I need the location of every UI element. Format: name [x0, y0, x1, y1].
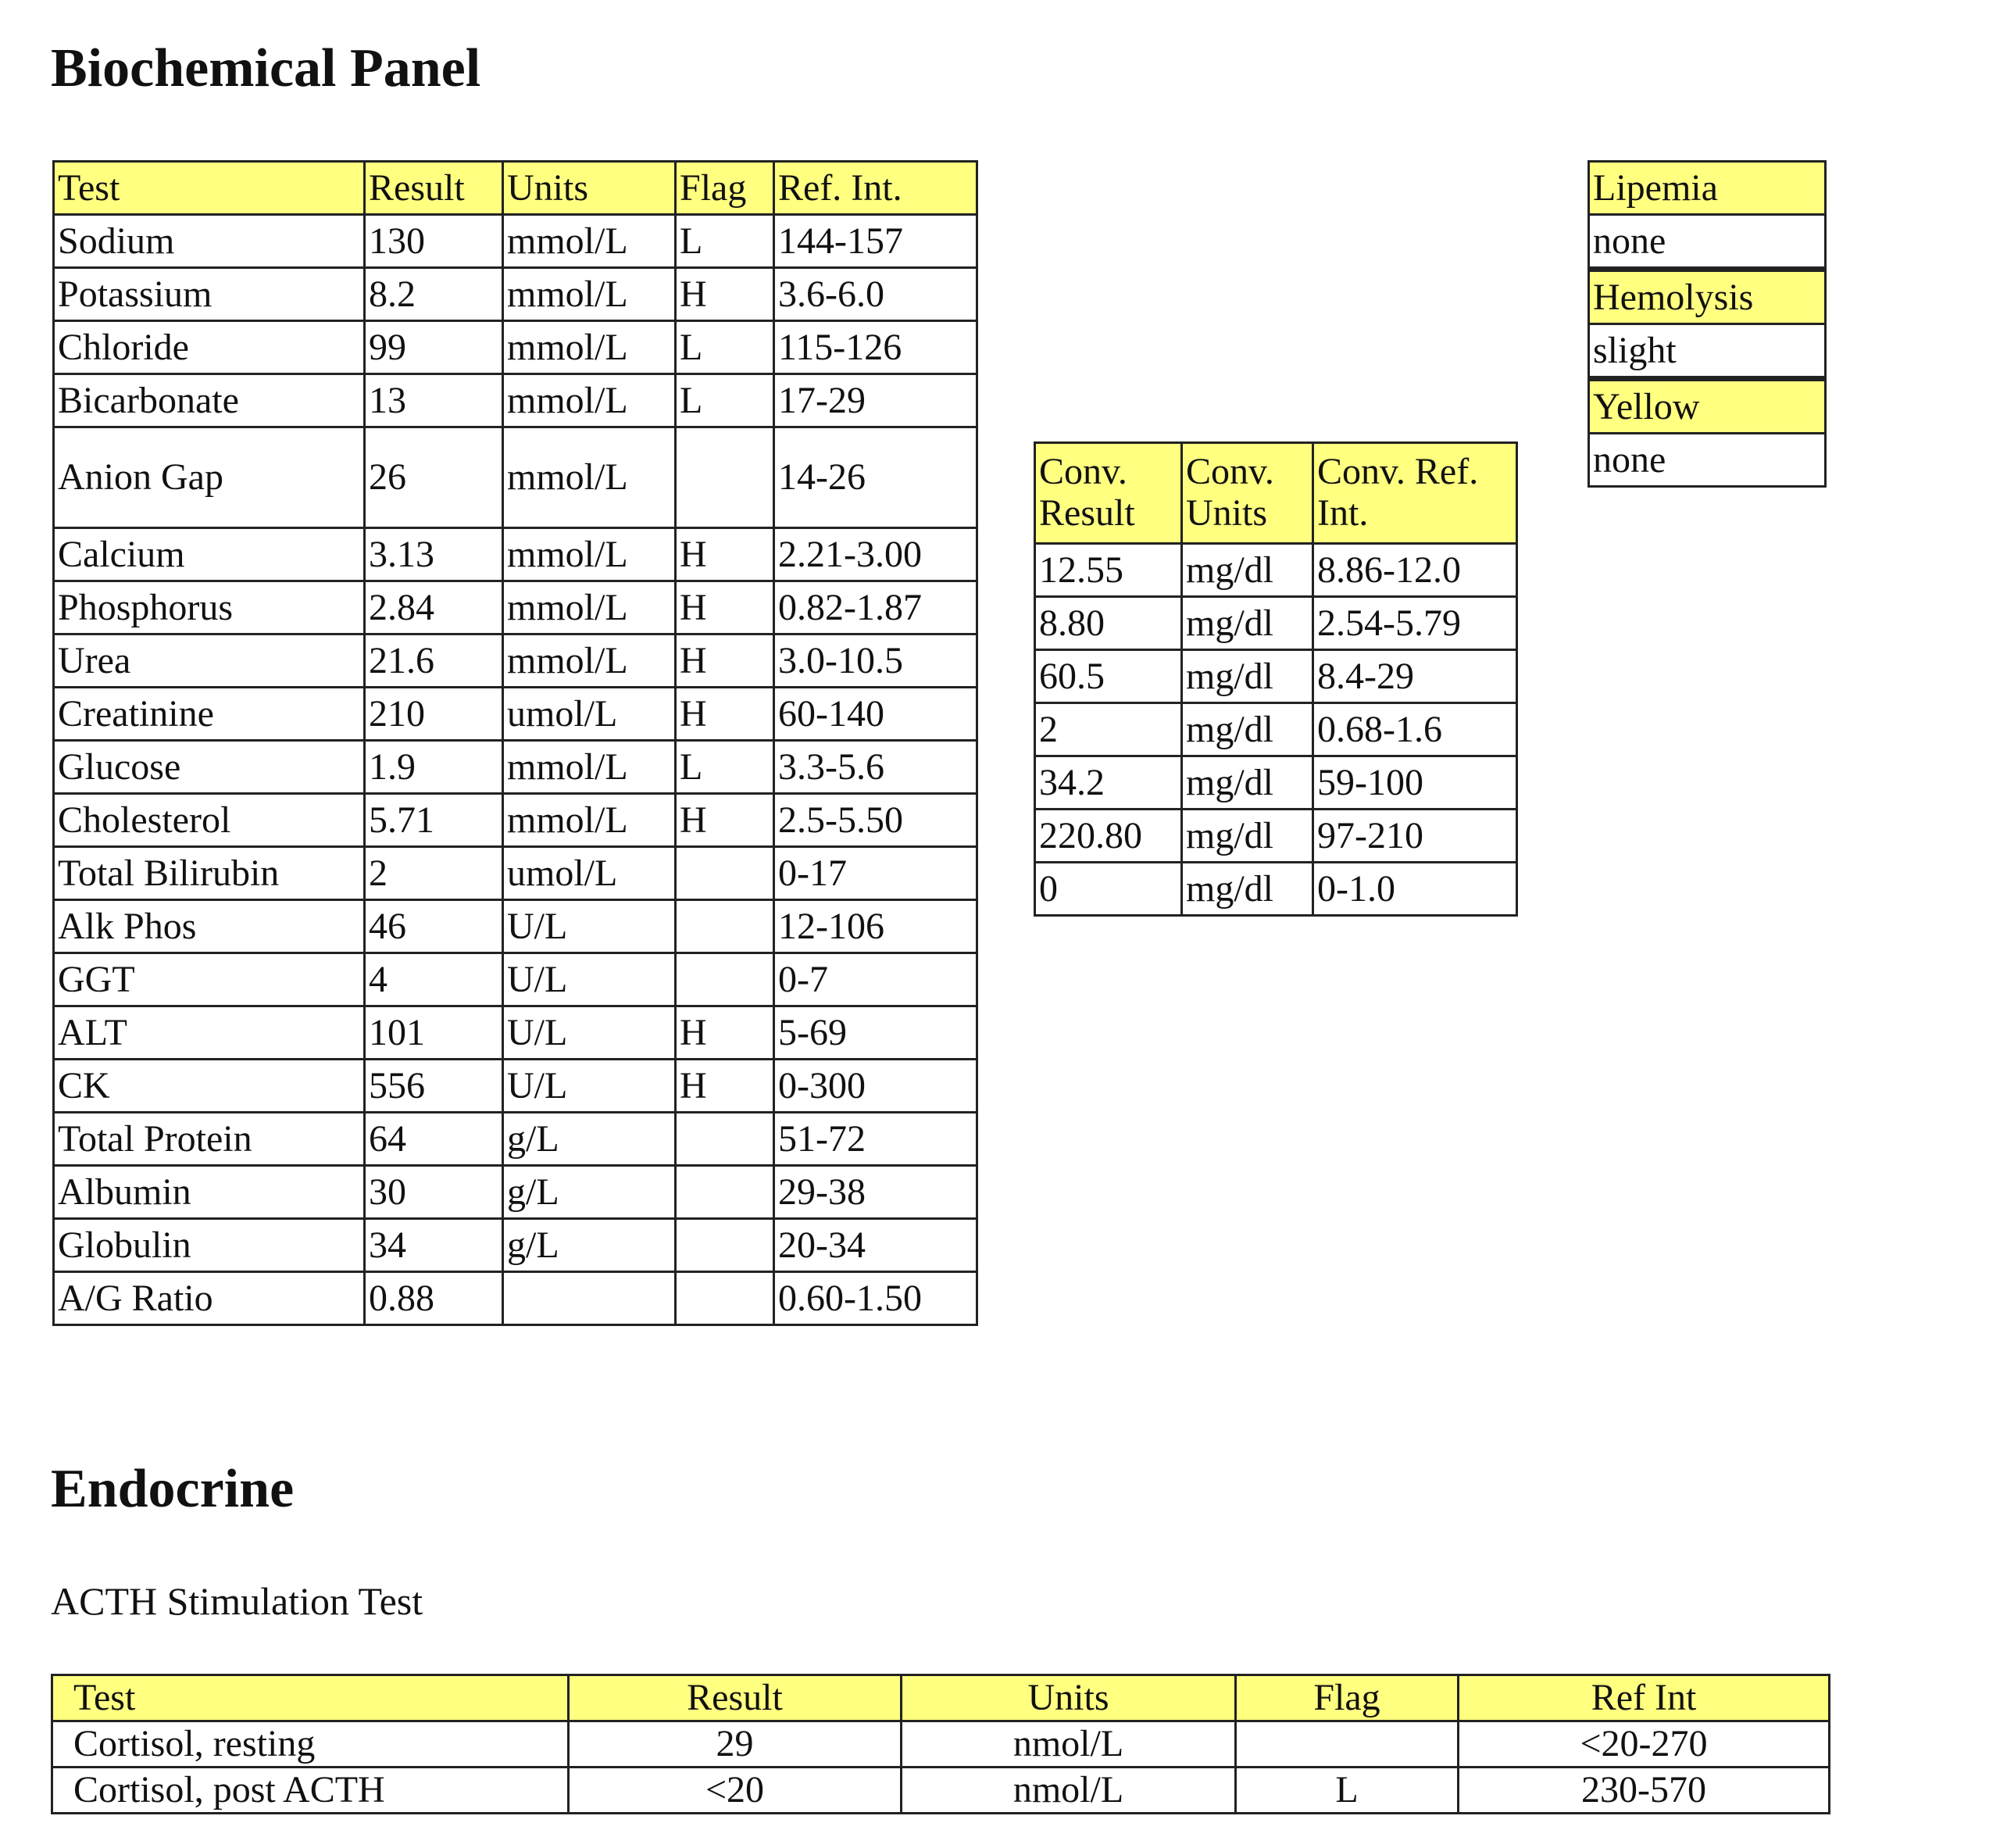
serum-indices-tbody	[1589, 162, 1826, 487]
table-header-row	[52, 1675, 1830, 1721]
result-cell: 210	[365, 688, 503, 741]
serum-index-label-row	[1589, 162, 1826, 215]
ref-cell: 51-72	[774, 1113, 977, 1166]
units-cell: mmol/L	[503, 268, 676, 321]
flag-cell: H	[676, 1060, 774, 1113]
flag-cell	[676, 427, 774, 528]
header-flag: Flag	[676, 162, 774, 215]
units-cell: nmol/L	[902, 1768, 1236, 1814]
flag-cell: H	[676, 528, 774, 581]
result-cell: 13	[365, 374, 503, 427]
table-row	[54, 374, 977, 427]
ref-cell: 144-157	[774, 215, 977, 268]
table-row	[54, 794, 977, 847]
table-row	[54, 427, 977, 528]
units-cell: g/L	[503, 1166, 676, 1219]
test-cell: Glucose	[54, 741, 365, 794]
ref-cell: 3.0-10.5	[774, 634, 977, 688]
units-cell: mmol/L	[503, 528, 676, 581]
conv-ref-cell: 8.86-12.0	[1313, 544, 1517, 597]
conv-units-cell: mg/dl	[1182, 810, 1313, 863]
table-row	[54, 581, 977, 634]
result-cell: 0.88	[365, 1272, 503, 1325]
test-cell: Creatinine	[54, 688, 365, 741]
conv-result-cell: 2	[1035, 703, 1182, 756]
table-row	[54, 528, 977, 581]
flag-cell	[676, 900, 774, 953]
units-cell: U/L	[503, 953, 676, 1006]
ref-cell: 3.3-5.6	[774, 741, 977, 794]
table-row	[54, 953, 977, 1006]
units-cell: mmol/L	[503, 321, 676, 374]
test-cell: CK	[54, 1060, 365, 1113]
units-cell: U/L	[503, 1060, 676, 1113]
ref-cell: 0-300	[774, 1060, 977, 1113]
table-row	[54, 688, 977, 741]
table-row	[54, 1219, 977, 1272]
test-cell: Alk Phos	[54, 900, 365, 953]
result-cell: 1.9	[365, 741, 503, 794]
ref-cell: 12-106	[774, 900, 977, 953]
units-cell: umol/L	[503, 847, 676, 900]
result-cell: 101	[365, 1006, 503, 1060]
acth-subtitle: ACTH Stimulation Test	[51, 1579, 423, 1623]
conv-units-cell: mg/dl	[1182, 650, 1313, 703]
table-header-row	[54, 162, 977, 215]
table-row	[52, 1768, 1830, 1814]
biochemical-panel-table	[52, 160, 978, 1326]
serum-index-value: slight	[1589, 324, 1826, 379]
flag-cell: H	[676, 1006, 774, 1060]
conv-result-cell: 34.2	[1035, 756, 1182, 810]
test-cell: Cortisol, post ACTH	[52, 1768, 569, 1814]
biochemical-panel-title: Biochemical Panel	[51, 38, 481, 98]
test-cell: Globulin	[54, 1219, 365, 1272]
table-row	[54, 900, 977, 953]
conv-result-cell: 60.5	[1035, 650, 1182, 703]
header-test: Test	[52, 1675, 569, 1721]
test-cell: Cholesterol	[54, 794, 365, 847]
table-row	[54, 1272, 977, 1325]
header-conv-units: Conv. Units	[1182, 443, 1313, 544]
table-header-row	[1035, 443, 1517, 544]
result-cell: 99	[365, 321, 503, 374]
test-cell: Sodium	[54, 215, 365, 268]
result-cell: 8.2	[365, 268, 503, 321]
units-cell: mmol/L	[503, 427, 676, 528]
flag-cell: L	[1236, 1768, 1459, 1814]
ref-cell: 0-17	[774, 847, 977, 900]
result-cell: <20	[569, 1768, 902, 1814]
units-cell: mmol/L	[503, 634, 676, 688]
flag-cell	[676, 1219, 774, 1272]
result-cell: 46	[365, 900, 503, 953]
header-flag: Flag	[1236, 1675, 1459, 1721]
ref-cell: 14-26	[774, 427, 977, 528]
conv-ref-cell: 59-100	[1313, 756, 1517, 810]
ref-cell: 29-38	[774, 1166, 977, 1219]
test-cell: ALT	[54, 1006, 365, 1060]
table-row	[1035, 544, 1517, 597]
conv-units-cell: mg/dl	[1182, 863, 1313, 916]
serum-index-label: Yellow	[1589, 379, 1826, 434]
table-row	[54, 321, 977, 374]
result-cell: 3.13	[365, 528, 503, 581]
ref-cell: 230-570	[1459, 1768, 1830, 1814]
test-cell: Bicarbonate	[54, 374, 365, 427]
conv-units-cell: mg/dl	[1182, 703, 1313, 756]
flag-cell: H	[676, 581, 774, 634]
serum-index-value-row	[1589, 215, 1826, 270]
flag-cell: L	[676, 741, 774, 794]
ref-cell: 20-34	[774, 1219, 977, 1272]
table-row	[1035, 810, 1517, 863]
ref-cell: 0.82-1.87	[774, 581, 977, 634]
table-row	[54, 847, 977, 900]
header-conv-result: Conv. Result	[1035, 443, 1182, 544]
table-row	[54, 1060, 977, 1113]
serum-index-label-row	[1589, 379, 1826, 434]
test-cell: Chloride	[54, 321, 365, 374]
table-row	[1035, 863, 1517, 916]
ref-cell: 2.5-5.50	[774, 794, 977, 847]
conv-ref-cell: 8.4-29	[1313, 650, 1517, 703]
serum-index-value-row	[1589, 324, 1826, 379]
test-cell: Phosphorus	[54, 581, 365, 634]
table-row	[54, 634, 977, 688]
units-cell: mmol/L	[503, 215, 676, 268]
flag-cell	[1236, 1721, 1459, 1768]
header-conv-ref: Conv. Ref. Int.	[1313, 443, 1517, 544]
result-cell: 5.71	[365, 794, 503, 847]
table-row	[54, 1166, 977, 1219]
serum-index-label: Lipemia	[1589, 162, 1826, 215]
test-cell: A/G Ratio	[54, 1272, 365, 1325]
units-cell: mmol/L	[503, 741, 676, 794]
serum-index-label-row	[1589, 270, 1826, 324]
test-cell: Total Bilirubin	[54, 847, 365, 900]
serum-indices-table	[1588, 160, 1827, 488]
units-cell: mmol/L	[503, 374, 676, 427]
ref-cell: 17-29	[774, 374, 977, 427]
serum-index-value-row	[1589, 434, 1826, 487]
test-cell: Anion Gap	[54, 427, 365, 528]
header-ref: Ref Int	[1459, 1675, 1830, 1721]
ref-cell: 0.60-1.50	[774, 1272, 977, 1325]
header-result: Result	[365, 162, 503, 215]
result-cell: 30	[365, 1166, 503, 1219]
flag-cell	[676, 847, 774, 900]
table-row	[1035, 597, 1517, 650]
result-cell: 556	[365, 1060, 503, 1113]
conversion-tbody	[1035, 443, 1517, 916]
flag-cell: H	[676, 268, 774, 321]
header-units: Units	[902, 1675, 1236, 1721]
units-cell: mmol/L	[503, 581, 676, 634]
conversion-table	[1034, 441, 1518, 917]
flag-cell: H	[676, 794, 774, 847]
flag-cell: L	[676, 374, 774, 427]
ref-cell: 115-126	[774, 321, 977, 374]
units-cell: g/L	[503, 1113, 676, 1166]
header-test: Test	[54, 162, 365, 215]
flag-cell: H	[676, 688, 774, 741]
test-cell: GGT	[54, 953, 365, 1006]
result-cell: 2.84	[365, 581, 503, 634]
units-cell: g/L	[503, 1219, 676, 1272]
table-row	[54, 741, 977, 794]
flag-cell: L	[676, 215, 774, 268]
conv-ref-cell: 0.68-1.6	[1313, 703, 1517, 756]
conv-units-cell: mg/dl	[1182, 756, 1313, 810]
table-row	[54, 268, 977, 321]
flag-cell	[676, 1272, 774, 1325]
table-row	[54, 215, 977, 268]
result-cell: 29	[569, 1721, 902, 1768]
serum-index-label: Hemolysis	[1589, 270, 1826, 324]
ref-cell: 2.21-3.00	[774, 528, 977, 581]
units-cell	[503, 1272, 676, 1325]
table-row	[1035, 703, 1517, 756]
units-cell: umol/L	[503, 688, 676, 741]
flag-cell: L	[676, 321, 774, 374]
conv-result-cell: 0	[1035, 863, 1182, 916]
conv-ref-cell: 97-210	[1313, 810, 1517, 863]
test-cell: Urea	[54, 634, 365, 688]
result-cell: 4	[365, 953, 503, 1006]
result-cell: 130	[365, 215, 503, 268]
result-cell: 34	[365, 1219, 503, 1272]
ref-cell: 3.6-6.0	[774, 268, 977, 321]
serum-index-value: none	[1589, 215, 1826, 270]
flag-cell: H	[676, 634, 774, 688]
conv-ref-cell: 2.54-5.79	[1313, 597, 1517, 650]
table-row	[54, 1113, 977, 1166]
conv-result-cell: 8.80	[1035, 597, 1182, 650]
units-cell: nmol/L	[902, 1721, 1236, 1768]
result-cell: 26	[365, 427, 503, 528]
table-row	[1035, 650, 1517, 703]
header-ref: Ref. Int.	[774, 162, 977, 215]
ref-cell: 0-7	[774, 953, 977, 1006]
test-cell: Potassium	[54, 268, 365, 321]
header-result: Result	[569, 1675, 902, 1721]
flag-cell	[676, 953, 774, 1006]
serum-index-value: none	[1589, 434, 1826, 487]
test-cell: Calcium	[54, 528, 365, 581]
test-cell: Cortisol, resting	[52, 1721, 569, 1768]
header-units: Units	[503, 162, 676, 215]
endocrine-tbody	[52, 1675, 1830, 1814]
flag-cell	[676, 1113, 774, 1166]
units-cell: U/L	[503, 1006, 676, 1060]
ref-cell: 5-69	[774, 1006, 977, 1060]
result-cell: 64	[365, 1113, 503, 1166]
test-cell: Total Protein	[54, 1113, 365, 1166]
conv-units-cell: mg/dl	[1182, 544, 1313, 597]
conv-result-cell: 220.80	[1035, 810, 1182, 863]
ref-cell: 60-140	[774, 688, 977, 741]
conv-result-cell: 12.55	[1035, 544, 1182, 597]
result-cell: 2	[365, 847, 503, 900]
flag-cell	[676, 1166, 774, 1219]
biochem-tbody	[54, 162, 977, 1325]
ref-cell: <20-270	[1459, 1721, 1830, 1768]
table-row	[52, 1721, 1830, 1768]
endocrine-table	[51, 1674, 1830, 1814]
result-cell: 21.6	[365, 634, 503, 688]
table-row	[54, 1006, 977, 1060]
table-row	[1035, 756, 1517, 810]
test-cell: Albumin	[54, 1166, 365, 1219]
conv-ref-cell: 0-1.0	[1313, 863, 1517, 916]
conv-units-cell: mg/dl	[1182, 597, 1313, 650]
endocrine-title: Endocrine	[51, 1459, 295, 1519]
units-cell: mmol/L	[503, 794, 676, 847]
units-cell: U/L	[503, 900, 676, 953]
